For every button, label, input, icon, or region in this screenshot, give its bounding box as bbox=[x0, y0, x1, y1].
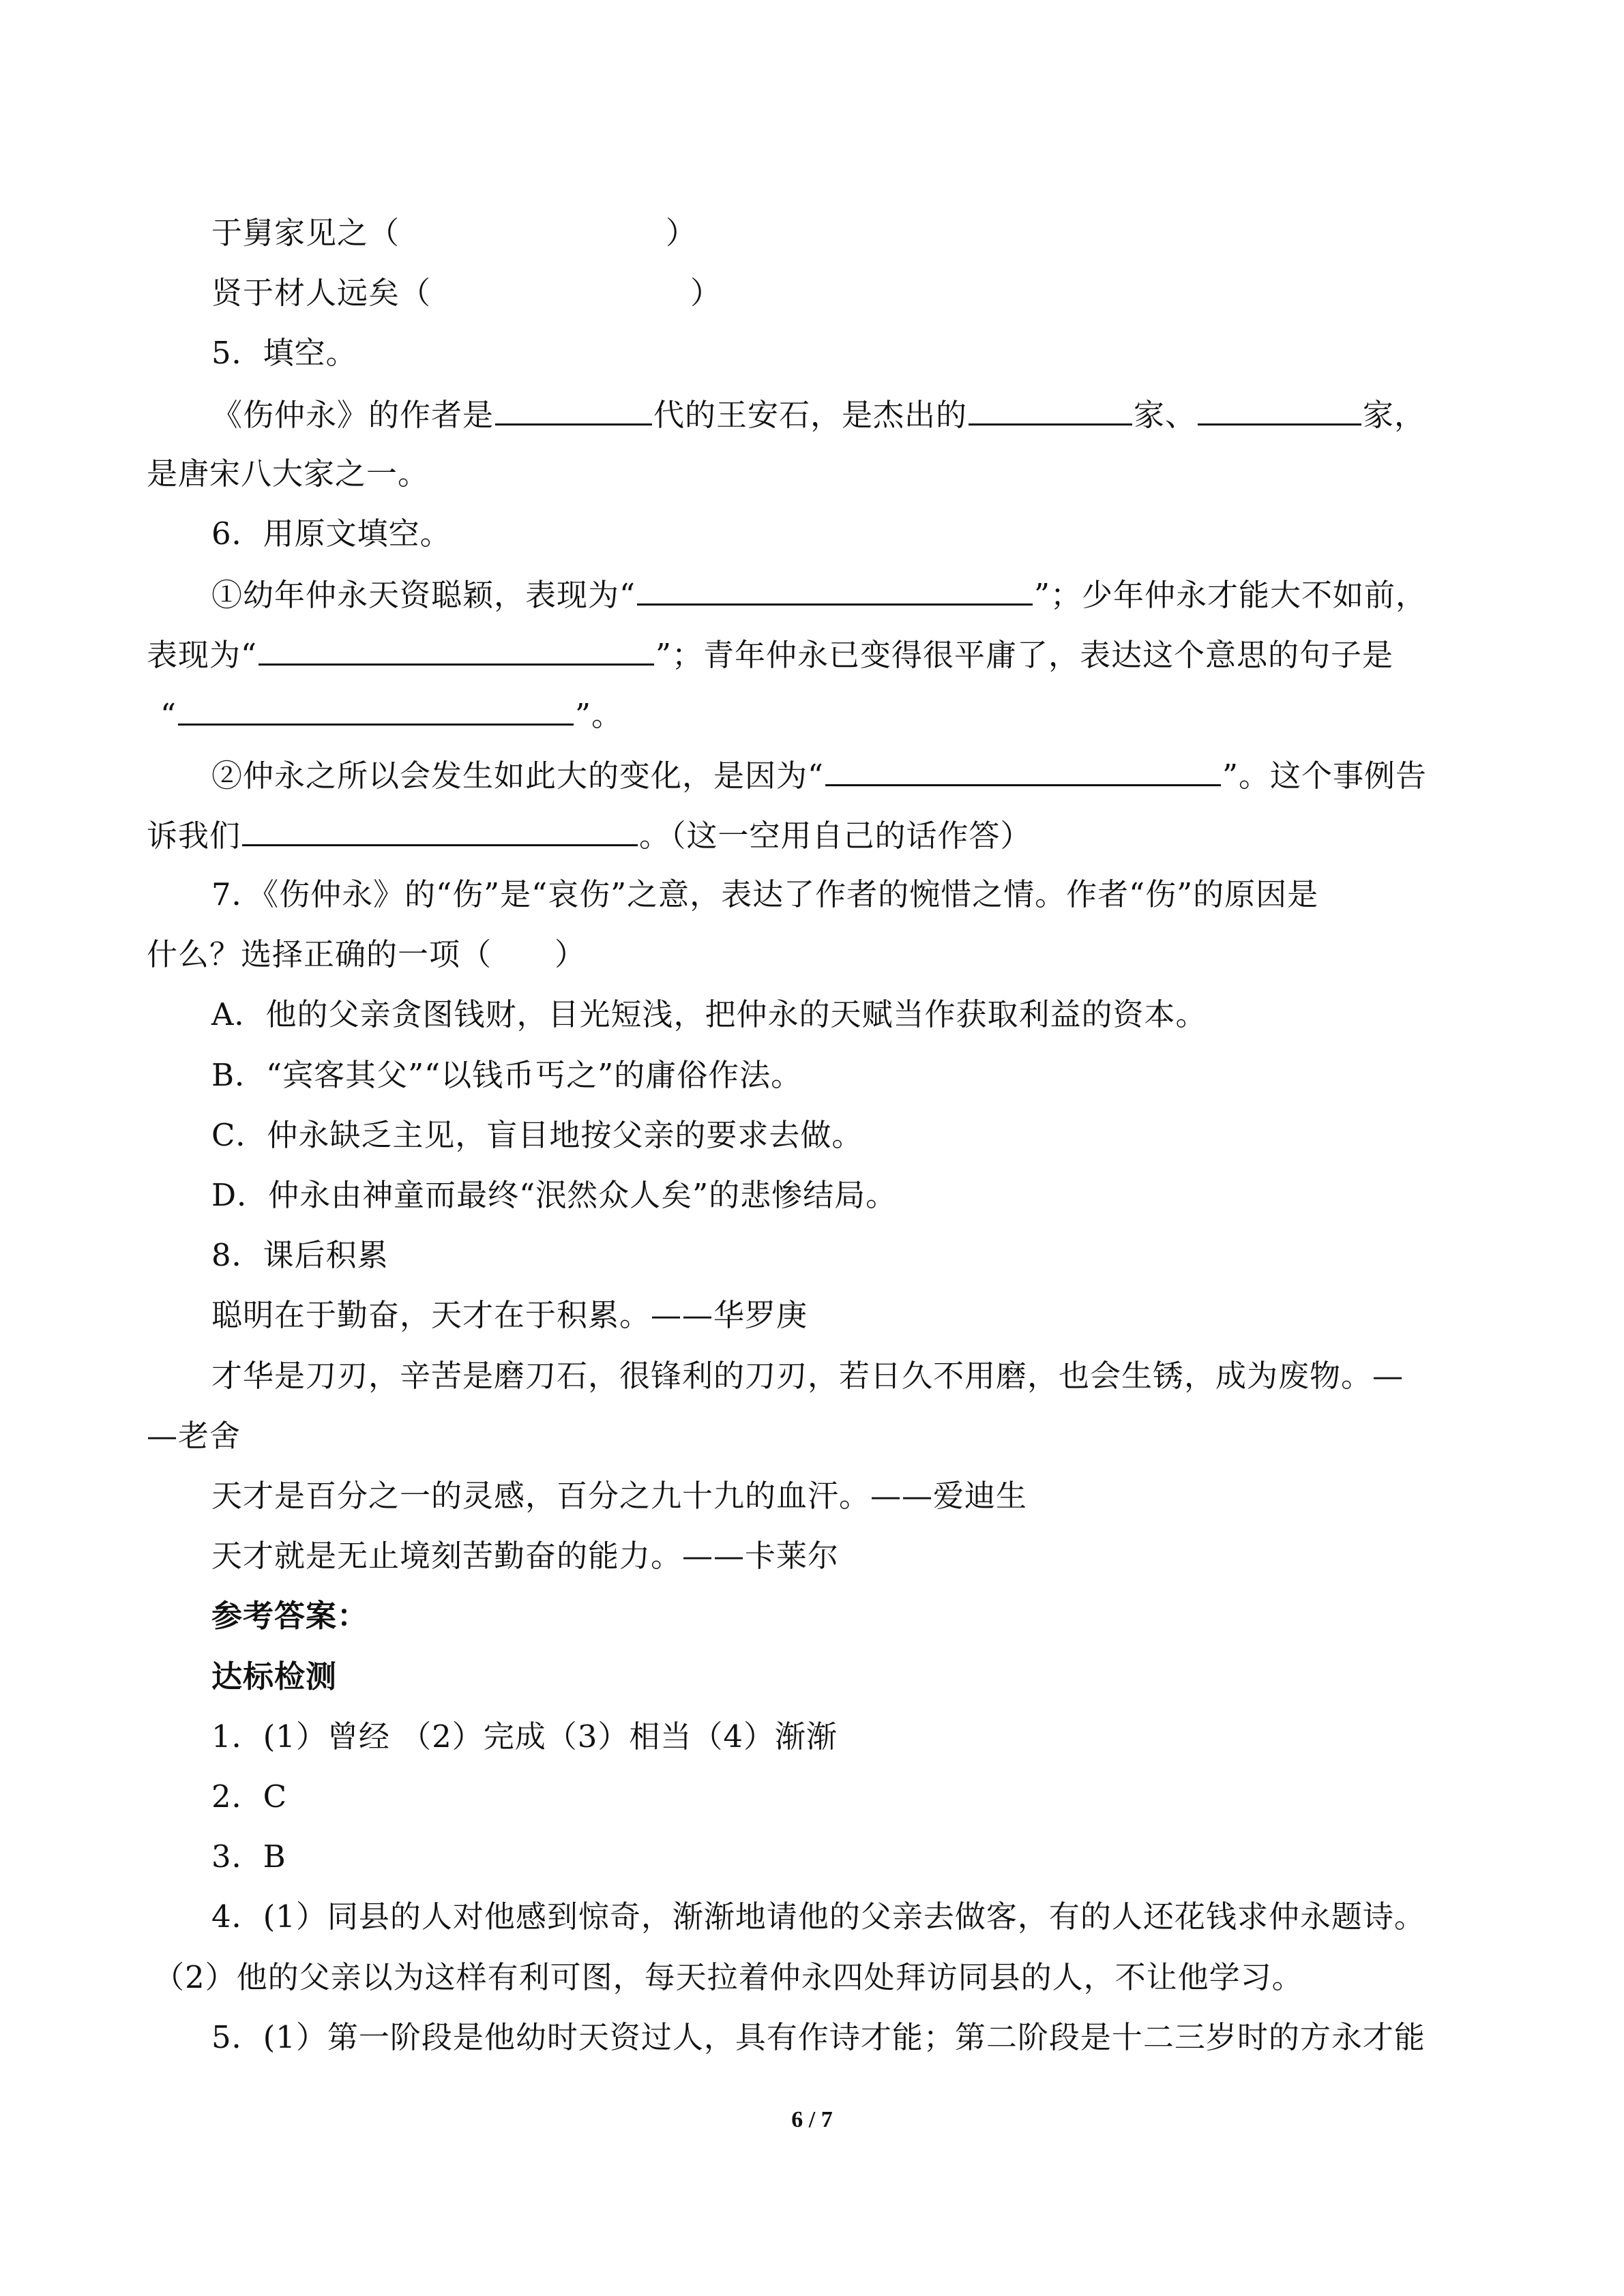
answer-4: 4．(1）同县的人对他感到惊奇，渐渐地请他的父亲去做客，有的人还花钱求仲永题诗。 bbox=[211, 1898, 1426, 1935]
answers-heading: 参考答案： bbox=[211, 1598, 369, 1634]
line-5: 是唐宋八大家之一。 bbox=[147, 456, 430, 492]
blank-dynasty[interactable] bbox=[495, 393, 652, 426]
option-c: C．仲永缺乏主见，盲目地按父亲的要求去做。 bbox=[211, 1117, 863, 1153]
line-7: ①幼年仲永天资聪颖，表现为“ ”；少年仲永才能大不如前， bbox=[0, 573, 1624, 616]
line-18: 8．课后积累 bbox=[211, 1237, 389, 1273]
line-6: 6．用原文填空。 bbox=[211, 516, 452, 552]
blank-role-2[interactable] bbox=[1198, 393, 1361, 426]
quote-2: 才华是刀刃，辛苦是磨刀石，很锋利的刀刃，若日久不用磨，也会生锈，成为废物。— bbox=[211, 1358, 1404, 1394]
line-8: 表现为“ ”；青年仲永已变得很平庸了，表达这个意思的句子是 bbox=[0, 633, 1624, 676]
page-number: 6 / 7 bbox=[791, 2107, 833, 2132]
blank-quote-1[interactable] bbox=[637, 573, 1033, 606]
option-a: A．他的父亲贪图钱财，目光短浅，把仲永的天赋当作获取利益的资本。 bbox=[211, 996, 1207, 1032]
line-12: 7．《伤仲永》的“伤”是“哀伤”之意，表达了作者的惋惜之情。作者“伤”的原因是 bbox=[211, 876, 1319, 912]
quote-3: 天才是百分之一的灵感，百分之九十九的血汗。——爱迪生 bbox=[211, 1478, 1028, 1514]
answer-3: 3．B bbox=[211, 1838, 286, 1875]
section-heading: 达标检测 bbox=[211, 1658, 338, 1695]
answer-5: 5．(1）第一阶段是他幼时天资过人，具有作诗才能；第二阶段是十二三岁时的方永才能 bbox=[211, 2019, 1426, 2055]
quote-4: 天才就是无止境刻苦勤奋的能力。——卡莱尔 bbox=[211, 1538, 840, 1574]
line-4: 《伤仲永》的作者是 代的王安石，是杰出的 家、 家， bbox=[0, 393, 1624, 436]
line-9: “ ”。 bbox=[0, 694, 1624, 736]
line-13: 什么？选择正确的一项（ ） bbox=[147, 936, 587, 972]
option-d: D．仲永由神童而最终“泯然众人矣”的悲惨结局。 bbox=[211, 1177, 898, 1213]
line-1: 于舅家见之（ ） bbox=[211, 215, 698, 251]
quote-2-cont: —老舍 bbox=[147, 1418, 241, 1454]
line-10: ②仲永之所以会发生如此大的变化，是因为“ ”。这个事例告 bbox=[0, 754, 1624, 796]
blank-quote-4[interactable] bbox=[825, 754, 1221, 786]
line-2: 贤于材人远矣（ ） bbox=[211, 275, 722, 311]
blank-quote-3[interactable] bbox=[178, 694, 574, 726]
blank-quote-2[interactable] bbox=[259, 633, 654, 666]
quote-1: 聪明在于勤奋，天才在于积累。——华罗庚 bbox=[211, 1297, 808, 1333]
line-3: 5．填空。 bbox=[211, 335, 357, 371]
answer-4-cont: （2）他的父亲以为这样有利可图，每天拉着仲永四处拜访同县的人，不让他学习。 bbox=[153, 1959, 1303, 1995]
blank-role-1[interactable] bbox=[969, 393, 1132, 426]
answer-2: 2．C bbox=[211, 1778, 288, 1815]
option-b: B．“宾客其父”“以钱币丐之”的庸俗作法。 bbox=[211, 1057, 803, 1093]
blank-lesson[interactable] bbox=[242, 814, 638, 846]
answer-1: 1．(1）曾经 （2）完成（3）相当（4）渐渐 bbox=[211, 1718, 838, 1755]
line-11: 诉我们 。（这一空用自己的话作答） bbox=[0, 814, 1624, 856]
